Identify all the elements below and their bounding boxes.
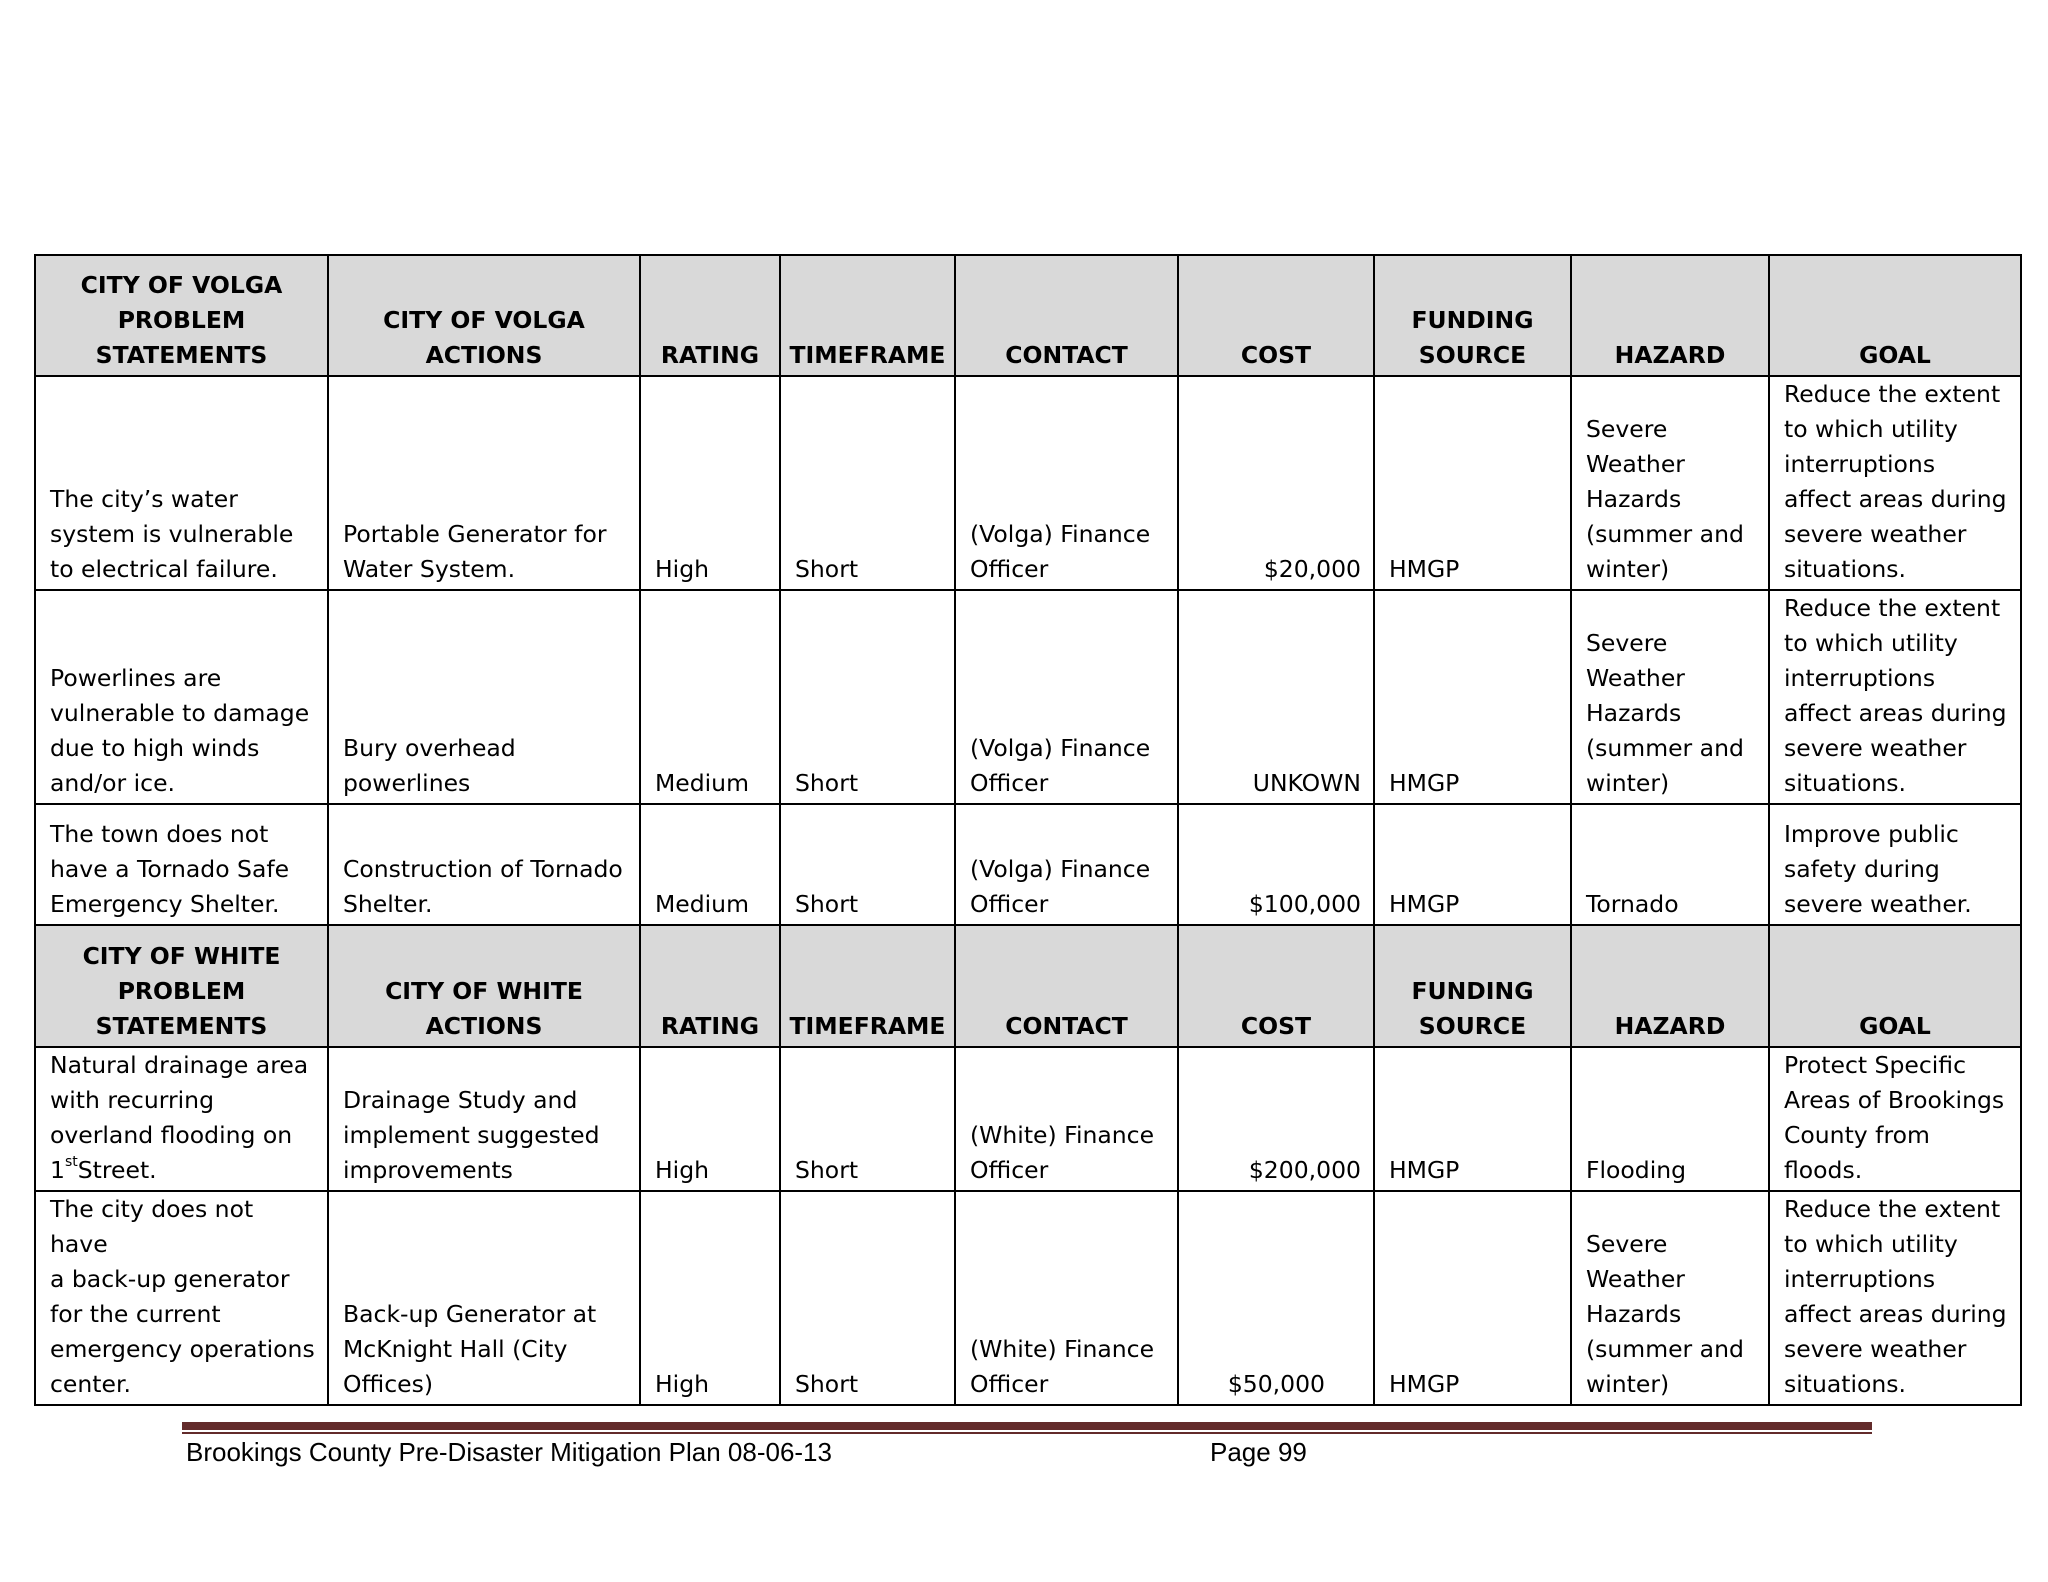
- goal-cell: Reduce the extent to which utility interruptions affect areas during severe weather situations.: [1769, 590, 2021, 804]
- goal-cell: Reduce the extent to which utility interruptions affect areas during severe weather situations.: [1769, 1191, 2021, 1405]
- hazard-cell: Severe Weather Hazards (summer and winter): [1571, 590, 1769, 804]
- cost-cell: $200,000: [1178, 1047, 1374, 1191]
- cost-cell: $100,000: [1178, 804, 1374, 925]
- problem-text: Natural drainage area with recurring overland flooding on 1: [50, 1051, 309, 1184]
- action-cell: Back-up Generator at McKnight Hall (City Offices): [328, 1191, 640, 1405]
- table-row: [35, 1047, 2021, 1191]
- header-funding-source: FUNDING SOURCE: [1374, 925, 1571, 1047]
- action-cell: Bury overhead powerlines: [328, 590, 640, 804]
- footer-divider-thin: [182, 1432, 1872, 1434]
- cost-cell: UNKOWN: [1178, 590, 1374, 804]
- hazard-cell: Flooding: [1571, 1047, 1769, 1191]
- timeframe-cell: Short: [780, 804, 955, 925]
- rating-cell: High: [640, 1191, 780, 1405]
- problem-cell: The town does not have a Tornado Safe Emergency Shelter.: [35, 804, 328, 925]
- timeframe-cell: Short: [780, 590, 955, 804]
- problem-cell: Powerlines are vulnerable to damage due to high winds and/or ice.: [35, 590, 328, 804]
- action-cell: Construction of Tornado Shelter.: [328, 804, 640, 925]
- footer-divider: [182, 1422, 1872, 1430]
- header-actions: CITY OF WHITE ACTIONS: [328, 925, 640, 1047]
- header-actions: CITY OF VOLGA ACTIONS: [328, 255, 640, 376]
- header-rating: RATING: [640, 925, 780, 1047]
- header-goal: GOAL: [1769, 925, 2021, 1047]
- problem-text-end: Street.: [77, 1156, 157, 1184]
- volga-header-row: [35, 255, 2021, 376]
- header-contact: CONTACT: [955, 925, 1178, 1047]
- header-timeframe: TIMEFRAME: [780, 255, 955, 376]
- timeframe-cell: Short: [780, 1191, 955, 1405]
- header-funding-source: FUNDING SOURCE: [1374, 255, 1571, 376]
- problem-cell: The city’s water system is vulnerable to electrical failure.: [35, 376, 328, 590]
- header-contact: CONTACT: [955, 255, 1178, 376]
- header-hazard: HAZARD: [1571, 255, 1769, 376]
- hazard-cell: Severe Weather Hazards (summer and winter): [1571, 1191, 1769, 1405]
- header-timeframe: TIMEFRAME: [780, 925, 955, 1047]
- timeframe-cell: Short: [780, 1047, 955, 1191]
- goal-cell: Protect Specific Areas of Brookings County from floods.: [1769, 1047, 2021, 1191]
- problem-cell: The city does not have a back-up generator for the current emergency operations center.: [35, 1191, 328, 1405]
- action-cell: Drainage Study and implement suggested improvements: [328, 1047, 640, 1191]
- table-row: [35, 1191, 2021, 1405]
- contact-cell: (Volga) Finance Officer: [955, 376, 1178, 590]
- problem-cell: [35, 1047, 328, 1191]
- header-cost: COST: [1178, 925, 1374, 1047]
- hazard-cell: Severe Weather Hazards (summer and winter): [1571, 376, 1769, 590]
- hazard-cell: Tornado: [1571, 804, 1769, 925]
- funding-cell: HMGP: [1374, 590, 1571, 804]
- cost-cell: $50,000: [1178, 1191, 1374, 1405]
- timeframe-cell: Short: [780, 376, 955, 590]
- header-rating: RATING: [640, 255, 780, 376]
- table-row: [35, 804, 2021, 925]
- ordinal-suffix: st: [64, 1154, 78, 1170]
- contact-cell: (White) Finance Officer: [955, 1191, 1178, 1405]
- contact-cell: (White) Finance Officer: [955, 1047, 1178, 1191]
- white-header-row: [35, 925, 2021, 1047]
- action-cell: Portable Generator for Water System.: [328, 376, 640, 590]
- cost-cell: $20,000: [1178, 376, 1374, 590]
- header-goal: GOAL: [1769, 255, 2021, 376]
- rating-cell: High: [640, 376, 780, 590]
- header-hazard: HAZARD: [1571, 925, 1769, 1047]
- goal-cell: Reduce the extent to which utility interruptions affect areas during severe weather situations.: [1769, 376, 2021, 590]
- header-cost: COST: [1178, 255, 1374, 376]
- footer-page-number: Page 99: [1210, 1437, 1307, 1467]
- funding-cell: HMGP: [1374, 376, 1571, 590]
- footer-document-title: Brookings County Pre-Disaster Mitigation Plan 08-06-13: [186, 1437, 832, 1467]
- mitigation-actions-table: [34, 254, 2022, 1406]
- funding-cell: HMGP: [1374, 1047, 1571, 1191]
- header-problem-statements: CITY OF VOLGA PROBLEM STATEMENTS: [35, 255, 328, 376]
- table-row: [35, 590, 2021, 804]
- rating-cell: Medium: [640, 804, 780, 925]
- rating-cell: Medium: [640, 590, 780, 804]
- contact-cell: (Volga) Finance Officer: [955, 590, 1178, 804]
- table-row: [35, 376, 2021, 590]
- header-problem-statements: CITY OF WHITE PROBLEM STATEMENTS: [35, 925, 328, 1047]
- contact-cell: (Volga) Finance Officer: [955, 804, 1178, 925]
- goal-cell: Improve public safety during severe weather.: [1769, 804, 2021, 925]
- funding-cell: HMGP: [1374, 1191, 1571, 1405]
- funding-cell: HMGP: [1374, 804, 1571, 925]
- rating-cell: High: [640, 1047, 780, 1191]
